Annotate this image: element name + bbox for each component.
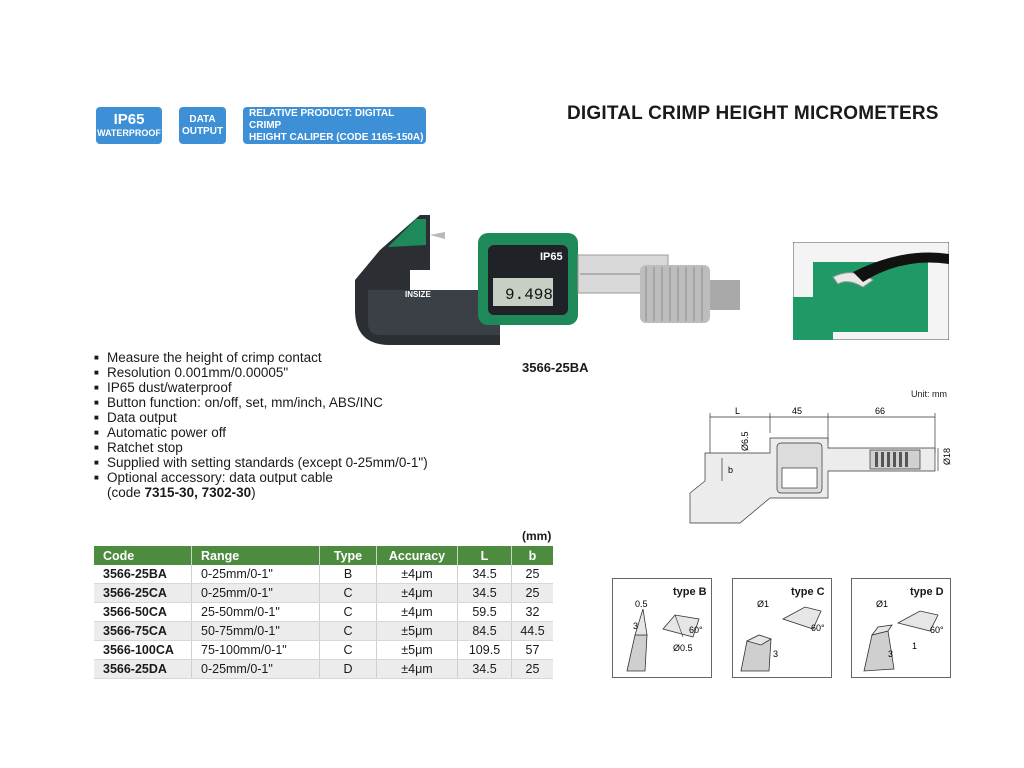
tip-d-dim-1: Ø1 [876, 599, 889, 609]
tip-type-b-diagram [612, 578, 712, 678]
ip65-photo-label: IP65 [540, 251, 563, 263]
usage-inset-image [793, 242, 949, 340]
tip-type-c-label: type C [791, 586, 825, 598]
page-title: DIGITAL CRIMP HEIGHT MICROMETERS [567, 103, 939, 124]
tip-b-dim-1: 0.5 [635, 599, 648, 609]
data-output-line1: DATA [189, 113, 216, 125]
cell-L: 109.5 [458, 641, 512, 660]
cell-range: 75-100mm/0-1" [192, 641, 320, 660]
relative-product-badge [243, 107, 426, 144]
micrometer-product-image [350, 205, 750, 350]
cell-b: 25 [512, 660, 554, 679]
table-row [94, 641, 553, 660]
tip-c-dim-1: Ø1 [757, 599, 770, 609]
col-accuracy: Accuracy [377, 546, 458, 565]
feature-item: ■ Measure the height of crimp contact [94, 350, 428, 365]
tip-type-d-diagram [851, 578, 951, 678]
cell-type: C [320, 584, 377, 603]
data-output-badge [179, 107, 226, 144]
table-header-row [94, 546, 553, 565]
tip-type-b-label: type B [673, 586, 707, 598]
dim-L: L [735, 406, 741, 416]
cell-accuracy: ±5μm [377, 641, 458, 660]
table-row [94, 603, 553, 622]
cell-code: 3566-75CA [94, 622, 192, 641]
cell-L: 59.5 [458, 603, 512, 622]
cell-code: 3566-25BA [94, 565, 192, 584]
feature-item: ■ Button function: on/off, set, mm/inch, ABS/INC [94, 395, 428, 410]
relative-product-line1: RELATIVE PRODUCT: DIGITAL CRIMP [249, 107, 394, 131]
display-reading: 9.498 [505, 286, 554, 304]
feature-item-continuation [94, 485, 428, 500]
dim-d65: Ø6.5 [740, 431, 750, 451]
feature-item: ■ Optional accessory: data output cable [94, 470, 428, 485]
ip65-badge-title: IP65 [113, 111, 145, 128]
model-label: 3566-25BA [522, 360, 589, 375]
feature-item: ■ Supplied with setting standards (except 0-25mm/0-1") [94, 455, 428, 470]
cell-b: 44.5 [512, 622, 554, 641]
table-row [94, 584, 553, 603]
col-L: L [458, 546, 512, 565]
table-row [94, 660, 553, 679]
cell-type: C [320, 641, 377, 660]
brand-label: INSIZE [405, 290, 431, 299]
col-code: Code [94, 546, 192, 565]
feature-item: ■ Data output [94, 410, 428, 425]
cell-accuracy: ±4μm [377, 584, 458, 603]
tip-d-dim-4: 1 [912, 641, 918, 651]
cell-code: 3566-25DA [94, 660, 192, 679]
feature-cont-suffix: ) [251, 485, 256, 500]
cell-accuracy: ±4μm [377, 565, 458, 584]
cell-code: 3566-100CA [94, 641, 192, 660]
cell-type: C [320, 603, 377, 622]
cell-code: 3566-50CA [94, 603, 192, 622]
dimension-drawing [680, 403, 960, 528]
tip-c-dim-2: 60° [811, 623, 825, 633]
feature-cont-prefix: (code [107, 485, 145, 500]
cell-code: 3566-25CA [94, 584, 192, 603]
tip-b-dim-3: 60° [689, 625, 703, 635]
ip65-badge-subtitle: WATERPROOF [97, 128, 161, 138]
tip-b-dim-2: 3 [633, 621, 639, 631]
cell-L: 34.5 [458, 660, 512, 679]
cell-type: C [320, 622, 377, 641]
feature-item: ■ Automatic power off [94, 425, 428, 440]
cell-accuracy: ±4μm [377, 603, 458, 622]
cell-range: 50-75mm/0-1" [192, 622, 320, 641]
col-b: b [512, 546, 554, 565]
table-row [94, 565, 553, 584]
data-output-line2: OUTPUT [181, 125, 224, 137]
feature-item: ■ Ratchet stop [94, 440, 428, 455]
cable-codes: 7315-30, 7302-30 [144, 485, 252, 500]
cell-range: 0-25mm/0-1" [192, 565, 320, 584]
cell-accuracy: ±4μm [377, 660, 458, 679]
cell-b: 32 [512, 603, 554, 622]
cell-range: 25-50mm/0-1" [192, 603, 320, 622]
relative-product-line2: HEIGHT CALIPER (CODE 1165-150A) [249, 131, 424, 143]
cell-accuracy: ±5μm [377, 622, 458, 641]
feature-list [94, 350, 428, 500]
table-unit: (mm) [522, 529, 552, 543]
tip-type-c-diagram [732, 578, 832, 678]
table-row [94, 622, 553, 641]
tip-d-dim-3: 3 [888, 649, 894, 659]
dim-b: b [728, 465, 734, 475]
cell-b: 25 [512, 565, 554, 584]
cell-range: 0-25mm/0-1" [192, 660, 320, 679]
unit-note: Unit: mm [911, 389, 947, 399]
cell-range: 0-25mm/0-1" [192, 584, 320, 603]
tip-type-d-label: type D [910, 586, 944, 598]
feature-item: ■ IP65 dust/waterproof [94, 380, 428, 395]
tip-b-dim-4: Ø0.5 [673, 643, 693, 653]
col-range: Range [192, 546, 320, 565]
feature-item: ■ Resolution 0.001mm/0.00005" [94, 365, 428, 380]
cell-b: 25 [512, 584, 554, 603]
cell-L: 34.5 [458, 565, 512, 584]
cell-L: 34.5 [458, 584, 512, 603]
cell-b: 57 [512, 641, 554, 660]
dim-d18: Ø18 [942, 447, 952, 465]
cell-type: B [320, 565, 377, 584]
cell-type: D [320, 660, 377, 679]
cell-L: 84.5 [458, 622, 512, 641]
spec-table [94, 546, 553, 679]
tip-c-dim-3: 3 [773, 649, 779, 659]
col-type: Type [320, 546, 377, 565]
ip65-badge [96, 107, 162, 144]
tip-d-dim-2: 60° [930, 625, 944, 635]
dim-45: 45 [792, 406, 803, 416]
dim-66: 66 [875, 406, 886, 416]
